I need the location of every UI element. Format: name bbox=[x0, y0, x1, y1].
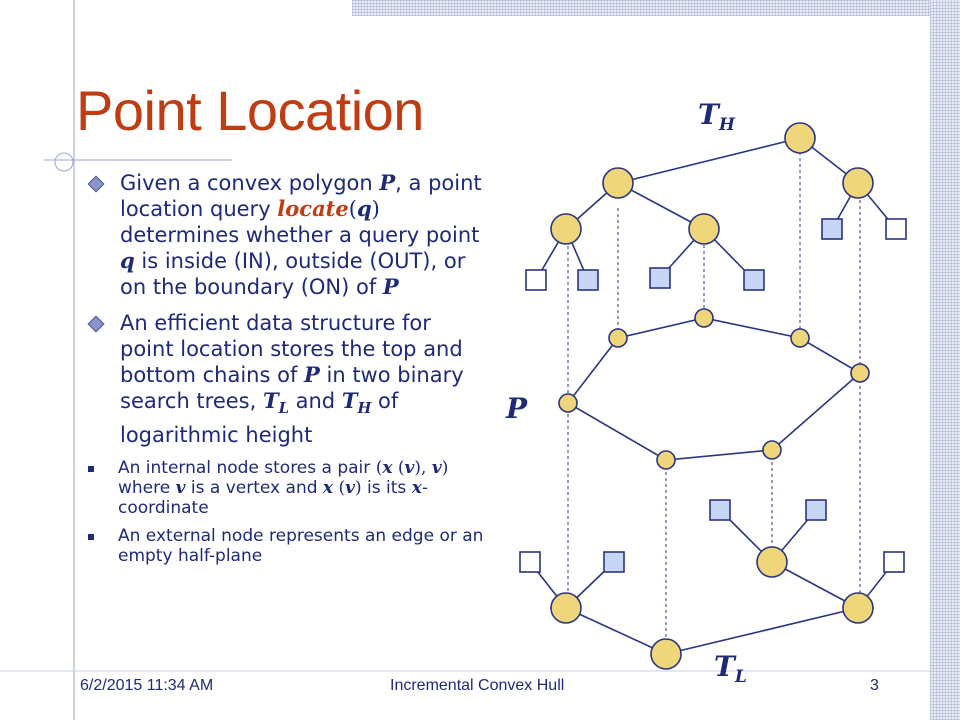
tree-node bbox=[651, 639, 681, 669]
tree-node bbox=[843, 168, 873, 198]
footer-datetime: 6/2/2015 11:34 AM bbox=[80, 677, 214, 694]
tree-node bbox=[785, 123, 815, 153]
polygon-p-vertices bbox=[559, 309, 869, 469]
sub-bullet-text: An external node represents an edge or an empty half-plane bbox=[118, 526, 484, 567]
polygon-vertex bbox=[657, 451, 675, 469]
leaf-node bbox=[886, 219, 906, 239]
polygon-vertex bbox=[609, 329, 627, 347]
page-title: Point Location bbox=[76, 79, 424, 142]
label-tl: $T_L$ bbox=[714, 650, 747, 687]
leaf-node bbox=[806, 500, 826, 520]
bullet-text: An efficient data structure for point location stores the top and bottom chains of P in two binary search trees, $T_L$ and $T_H$ of logarithmic height bbox=[120, 311, 464, 448]
tree-tl-internal-nodes bbox=[551, 547, 873, 669]
leaf-node bbox=[650, 268, 670, 288]
polygon-vertex bbox=[695, 309, 713, 327]
leaf-node bbox=[710, 500, 730, 520]
polygon-vertex bbox=[763, 441, 781, 459]
tree-node bbox=[603, 168, 633, 198]
polygon-vertex bbox=[559, 394, 577, 412]
tree-node bbox=[843, 593, 873, 623]
tree-node bbox=[689, 214, 719, 244]
leaf-node bbox=[822, 219, 842, 239]
tree-tl-leaves bbox=[520, 500, 904, 572]
tree-th-edges bbox=[536, 138, 896, 280]
leaf-node bbox=[604, 552, 624, 572]
sub-bullet-text: An internal node stores a pair (x (v), v) where v is a vertex and x (v) is its x-coordinate bbox=[118, 458, 449, 519]
polygon-vertex bbox=[791, 329, 809, 347]
tree-node bbox=[551, 214, 581, 244]
tree-node bbox=[757, 547, 787, 577]
leaf-node bbox=[578, 270, 598, 290]
footer-page-number: 3 bbox=[870, 677, 879, 694]
polygon-vertex bbox=[851, 364, 869, 382]
bullet-text: Given a convex polygon P, a point location query locate(q) determines whether a query point q is inside (IN), outside (OUT), or on the boundary (ON) of P bbox=[120, 170, 482, 299]
footer-title: Incremental Convex Hull bbox=[390, 677, 565, 694]
leaf-node bbox=[884, 552, 904, 572]
tree-node bbox=[551, 593, 581, 623]
tree-tl-edges bbox=[530, 510, 894, 654]
leaf-node bbox=[526, 270, 546, 290]
leaf-node bbox=[744, 270, 764, 290]
leaf-node bbox=[520, 552, 540, 572]
label-th: $T_H$ bbox=[698, 98, 735, 135]
label-p: P bbox=[506, 392, 528, 425]
